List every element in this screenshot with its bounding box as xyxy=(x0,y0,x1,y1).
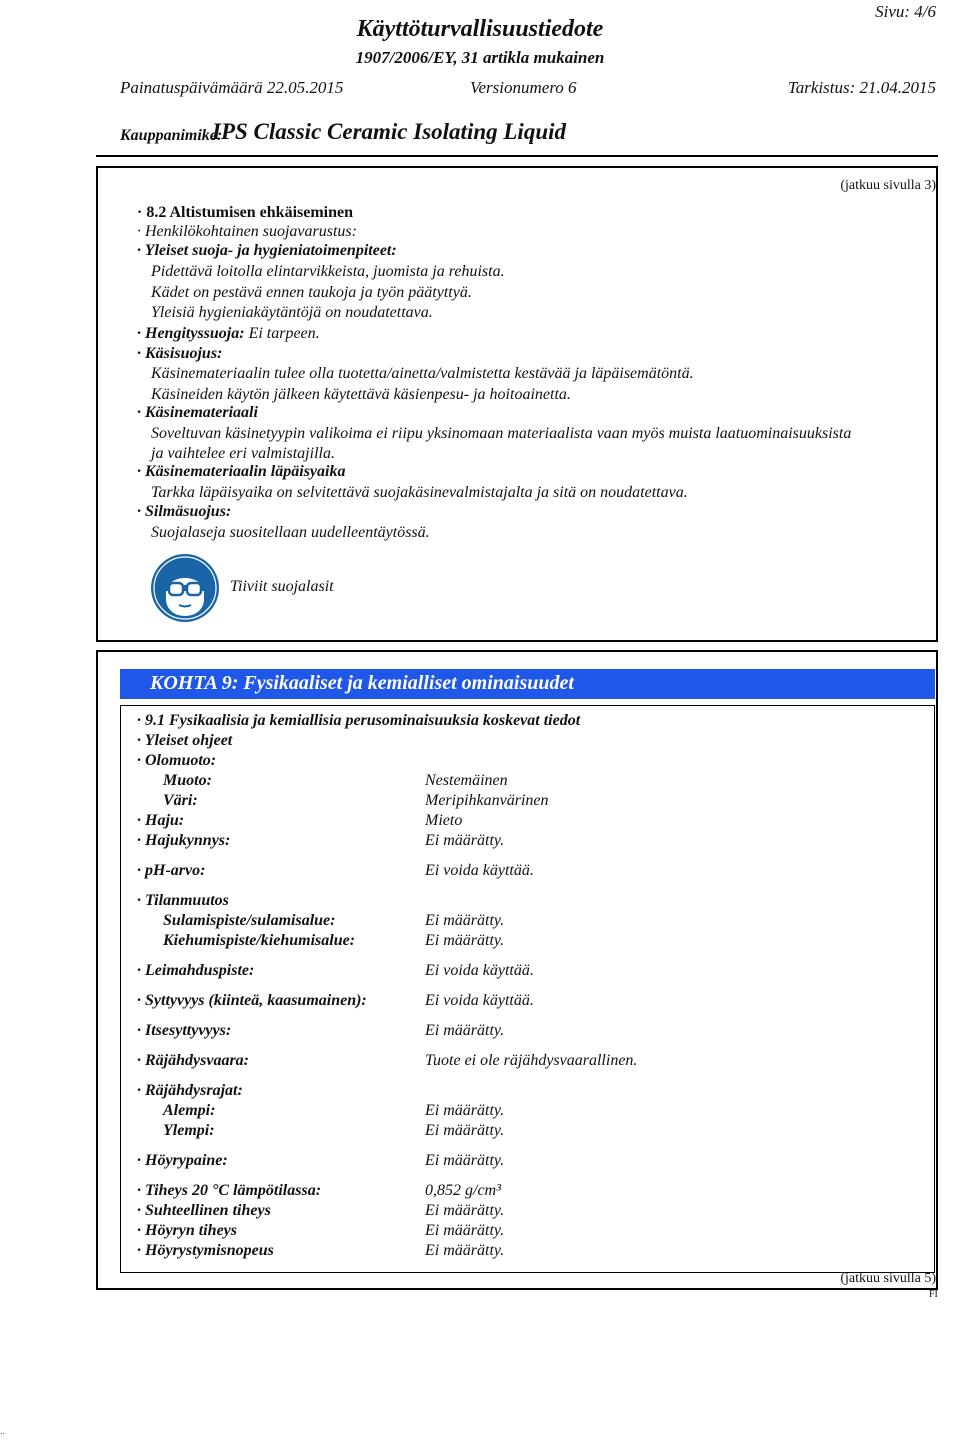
property-value: Ei voida käyttää. xyxy=(425,992,534,1009)
property-value: 0,852 g/cm³ xyxy=(425,1182,501,1199)
property-label: · Tilanmuutos xyxy=(137,892,229,909)
property-value: Ei määrätty. xyxy=(425,912,505,929)
glove-material-line-1: Soveltuvan käsinetyypin valikoima ei riipu yksinomaan materiaalista vaan myös muista laatuominaisuuksista xyxy=(151,425,852,442)
property-value: Mieto xyxy=(425,812,463,829)
property-label: · Räjähdysrajat: xyxy=(137,1082,243,1099)
eye-protection-heading: · Silmäsuojus: xyxy=(137,503,232,520)
language-code: FI xyxy=(929,1289,938,1300)
property-label: · Höyryn tiheys xyxy=(137,1222,237,1239)
property-label: · Suhteellinen tiheys xyxy=(137,1202,271,1219)
glove-material-line-2: ja vaihtelee eri valmistajilla. xyxy=(151,445,335,462)
property-label: · Leimahduspiste: xyxy=(137,962,255,979)
ppe-heading: · Henkilökohtainen suojavarustus: xyxy=(137,223,357,240)
property-label: · Höyrypaine: xyxy=(137,1152,228,1169)
trade-name-value: IPS Classic Ceramic Isolating Liquid xyxy=(212,119,566,144)
hand-protection-line-1: Käsinemateriaalin tulee olla tuotetta/ainetta/valmistetta kestävää ja läpäisemätöntä. xyxy=(151,365,694,382)
property-value: Meripihkanvärinen xyxy=(425,792,549,809)
penetration-time-line: Tarkka läpäisyaika on selvitettävä suojakäsinevalmistajalta ja sitä on noudatettava. xyxy=(151,484,688,501)
property-label: Sulamispiste/sulamisalue: xyxy=(163,912,336,929)
property-value: Ei määrätty. xyxy=(425,832,505,849)
property-label: · pH-arvo: xyxy=(137,862,206,879)
property-label: · Tiheys 20 °C lämpötilassa: xyxy=(137,1182,322,1199)
continued-from-note: (jatkuu sivulla 3) xyxy=(840,178,936,193)
general-measures-line-3: Yleisiä hygieniakäytäntöjä on noudatettava. xyxy=(151,304,433,321)
hand-protection-heading: · Käsisuojus: xyxy=(137,345,223,362)
property-value: Tuote ei ole räjähdysvaarallinen. xyxy=(425,1052,638,1069)
property-label: Ylempi: xyxy=(163,1122,215,1139)
document-regulation: 1907/2006/EY, 31 artikla mukainen xyxy=(355,48,605,67)
property-value: Ei määrätty. xyxy=(425,932,505,949)
property-label: · Itsesyttyvyys: xyxy=(137,1022,232,1039)
property-value: Nestemäinen xyxy=(425,772,508,789)
property-label: Muoto: xyxy=(163,772,212,789)
continued-to-note: (jatkuu sivulla 5) xyxy=(840,1271,936,1286)
property-value: Ei voida käyttää. xyxy=(425,862,534,879)
header-divider xyxy=(96,155,938,157)
property-label: · Räjähdysvaara: xyxy=(137,1052,249,1069)
property-label: · Haju: xyxy=(137,812,185,829)
safety-goggles-icon xyxy=(150,553,220,623)
property-label: · Syttyvyys (kiinteä, kaasumainen): xyxy=(137,992,367,1009)
version-number: Versionumero 6 xyxy=(470,78,577,97)
section-8-2-heading: · 8.2 Altistumisen ehkäiseminen xyxy=(137,204,354,221)
property-value: Ei määrätty. xyxy=(425,1102,505,1119)
section-9-1-heading: · 9.1 Fysikaalisia ja kemiallisia perusominaisuuksia koskevat tiedot xyxy=(137,712,581,729)
hand-protection-line-2: Käsineiden käytön jälkeen käytettävä käsienpesu- ja hoitoainetta. xyxy=(151,386,571,403)
property-label: · Hajukynnys: xyxy=(137,832,231,849)
document-title: Käyttöturvallisuustiedote xyxy=(356,16,604,42)
general-info-heading: · Yleiset ohjeet xyxy=(137,732,233,749)
print-date: Painatuspäivämäärä 22.05.2015 xyxy=(120,78,344,97)
general-measures-line-2: Kädet on pestävä ennen taukoja ja työn päätyttyä. xyxy=(151,284,472,301)
section-9-title: KOHTA 9: Fysikaaliset ja kemialliset ominaisuudet xyxy=(150,672,574,694)
property-label: Väri: xyxy=(163,792,198,809)
property-value: Ei määrätty. xyxy=(425,1242,505,1259)
general-measures-line-1: Pidettävä loitolla elintarvikkeista, juomista ja rehuista. xyxy=(151,263,505,280)
property-value: Ei määrätty. xyxy=(425,1122,505,1139)
property-label: · Höyrystymisnopeus xyxy=(137,1242,274,1259)
page-number: Sivu: 4/6 xyxy=(875,2,936,21)
property-value: Ei määrätty. xyxy=(425,1202,505,1219)
general-measures-heading: · Yleiset suoja- ja hygieniatoimenpiteet: xyxy=(137,242,397,259)
corner-mark: .. xyxy=(0,1426,5,1437)
trade-name-label: Kauppanimike: xyxy=(120,127,223,144)
property-value: Ei voida käyttää. xyxy=(425,962,534,979)
review-date: Tarkistus: 21.04.2015 xyxy=(787,78,936,97)
property-label: Alempi: xyxy=(163,1102,216,1119)
penetration-time-heading: · Käsinemateriaalin läpäisyaika xyxy=(137,463,346,480)
property-label: Kiehumispiste/kiehumisalue: xyxy=(163,932,356,949)
goggles-label: Tiiviit suojalasit xyxy=(230,578,334,595)
respiratory-protection: · Hengityssuoja: Ei tarpeen. xyxy=(137,325,320,342)
property-value: Ei määrätty. xyxy=(425,1152,505,1169)
property-value: Ei määrätty. xyxy=(425,1022,505,1039)
form-heading: · Olomuoto: xyxy=(137,752,217,769)
glove-material-heading: · Käsinemateriaali xyxy=(137,404,258,421)
eye-protection-line: Suojalaseja suositellaan uudelleentäytössä. xyxy=(151,524,430,541)
property-value: Ei määrätty. xyxy=(425,1222,505,1239)
